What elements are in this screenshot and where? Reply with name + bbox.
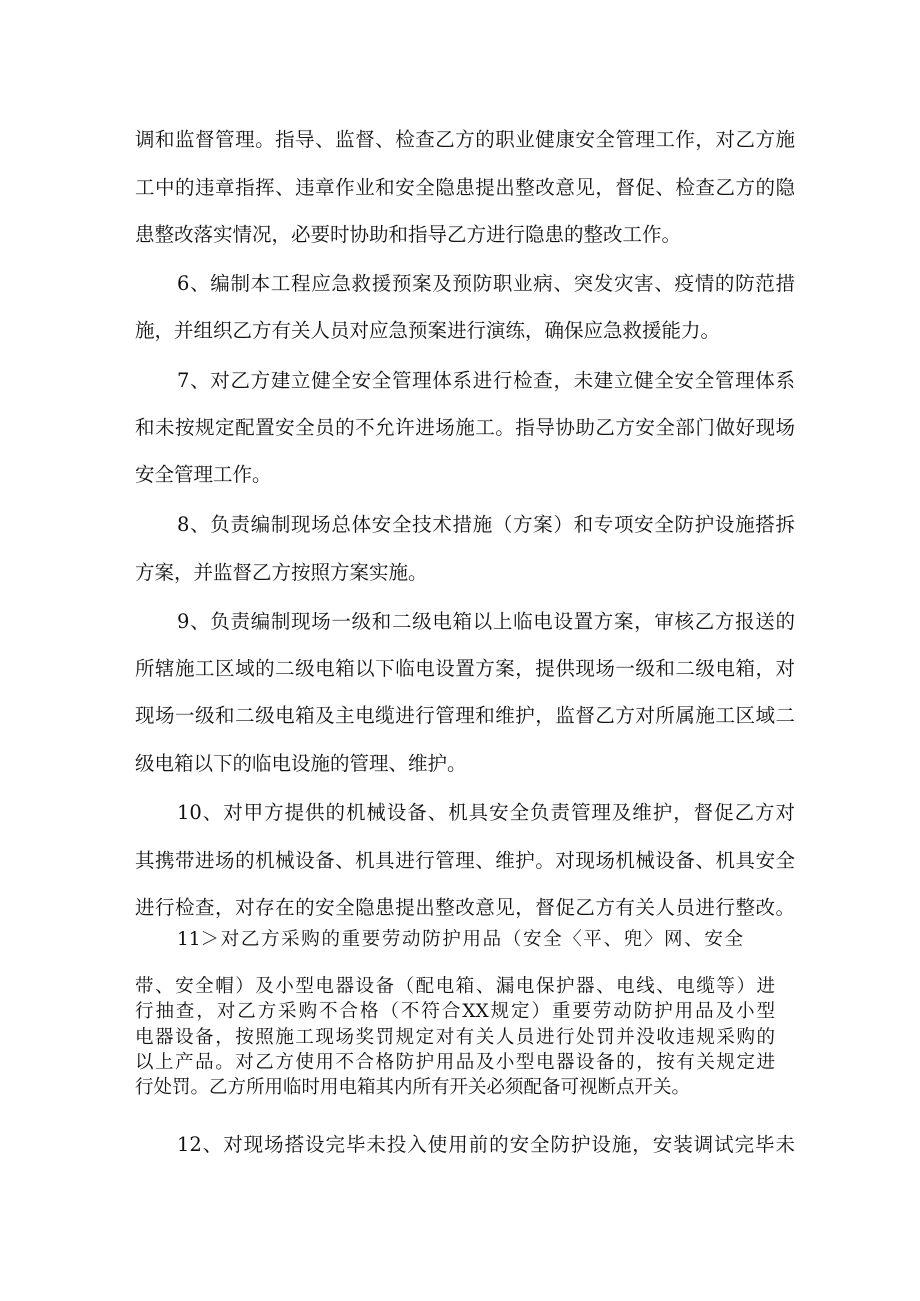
paragraph-11-line-6: 行处罚。乙方所用临时用电箱其内所有开关必须配备可视断点开关。 [135,1077,691,1098]
paragraph-11-line-5: 以上产品。对乙方使用不合格防护用品及小型电器设备的，按有关规定进 [135,1052,775,1073]
paragraph-10-line-3: 进行检查，对存在的安全隐患提出整改意见，督促乙方有关人员进行整改。 [135,896,795,919]
paragraph-7-line-2: 和未按规定配置安全员的不允许进场施工。指导协助乙方安全部门做好现场 [135,416,795,439]
paragraph-6-line-1: 6、编制本工程应急救援预案及预防职业病、突发灾害、疫情的防范措 [177,272,795,295]
text-line-2: 工中的违章指挥、违章作业和安全隐患提出整改意见，督促、检查乙方的隐 [135,176,795,199]
paragraph-7-line-3: 安全管理工作。 [135,463,272,486]
paragraph-11-line-1: 11＞对乙方采购的重要劳动防护用品（安全〈平、兜〉网、安全 [177,929,743,950]
paragraph-7-line-1: 7、对乙方建立健全安全管理体系进行检查，未建立健全安全管理体系 [177,369,795,392]
paragraph-10-line-1: 10、对甲方提供的机械设备、机具安全负责管理及维护，督促乙方对 [177,801,795,824]
paragraph-8-line-2: 方案，并监督乙方按照方案实施。 [135,561,428,584]
paragraph-9-line-3: 现场一级和二级电箱及主电缆进行管理和维护，监督乙方对所属施工区域二 [135,704,795,727]
paragraph-11-line-3: 行抽查，对乙方采购不合格（不符合XX规定）重要劳动防护用品及小型 [135,1001,775,1022]
text-line-1: 调和监督管理。指导、监督、检查乙方的职业健康安全管理工作，对乙方施 [135,128,795,151]
paragraph-9-line-1: 9、负责编制现场一级和二级电箱以上临电设置方案，审核乙方报送的 [177,610,795,633]
text-line-3: 患整改落实情况，必要时协助和指导乙方进行隐患的整改工作。 [135,223,682,246]
paragraph-10-line-2: 其携带进场的机械设备、机具进行管理、维护。对现场机械设备、机具安全 [135,849,795,872]
paragraph-11-line-2: 带、安全帽）及小型电器设备（配电箱、漏电保护器、电线、电缆等）进 [135,976,775,997]
paragraph-9-line-4: 级电箱以下的临电设施的管理、维护。 [135,752,467,775]
paragraph-11-line-4: 电器设备，按照施工现场奖罚规定对有关人员进行处罚并没收违规采购的 [135,1027,775,1048]
paragraph-9-line-2: 所辖施工区域的二级电箱以下临电设置方案，提供现场一级和二级电箱，对 [135,657,795,680]
paragraph-12-line-1: 12、对现场搭设完毕未投入使用前的安全防护设施，安装调试完毕未 [177,1133,795,1156]
paragraph-6-line-2: 施，并组织乙方有关人员对应急预案进行演练，确保应急救援能力。 [135,319,721,342]
paragraph-8-line-1: 8、负责编制现场总体安全技术措施（方案）和专项安全防护设施搭拆 [177,513,795,536]
